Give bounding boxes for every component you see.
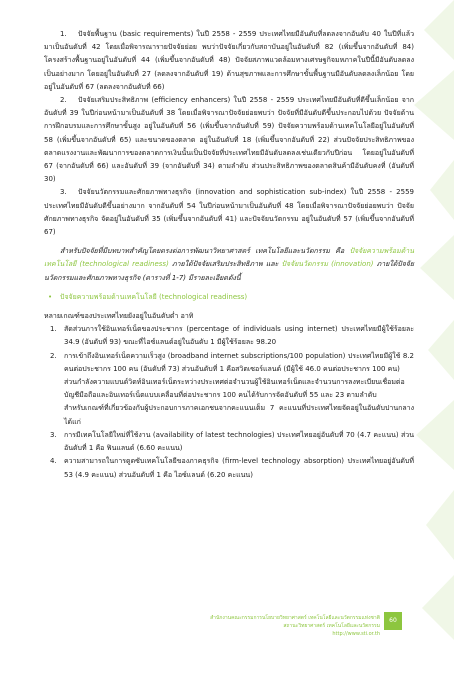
item-number: 3. [50, 430, 57, 439]
item-number: 4. [50, 457, 57, 466]
intro-highlight-tech: ปัจจัยความพร้อมด้านเทคโนโลยี (technological readiness) [44, 247, 414, 269]
intro-highlight-innovation: ปัจจัยนวัตกรรม (innovation) [281, 260, 374, 269]
pillar-text: ปัจจัยพื้นฐาน (basic requirements) ในปี 2558 - 2559 ประเทศไทยมีอันดับที่ลดลงจากอันดับ 40 ในปีที่แล้วมาเป็นอันดับที่ 42 โดยเมื่อพิจารณารายปัจจัยย่อย พบว่าปัจจัยเกี่ยวกับสถาบันอยู่ในอันดับที่ 82 (เพิ่มขึ้นจากอันดับที่ 84) โครงสร้างพื้นฐานอยู่ในอันดับที่ 44 (เพิ่มขึ้นจากอันดับที่ 48) ปัจจัยสภาพแวดล้อมทางเศรษฐกิจมหภาคในปีนี้มีอันดับลดลงเป็นอย่างมาก โดยอยู่ในอันดับที่ 27 (ลดลงจากอันดับที่ 19) ด้านสุขภาพและการศึกษาขั้นพื้นฐานมีอันดับลดลงเล็กน้อย โดยอยู่ในอันดับที่ 67 (ลดลงจากอันดับที่ 66) [44, 30, 414, 91]
page-number: 60 [384, 612, 402, 630]
footer-org: สำนักงานคณะกรรมการนโยบายวิทยาศาสตร์ เทคโนโลยีและนวัตกรรมแห่งชาติ [210, 615, 380, 621]
item-text: ส่วนกำลังความแบนด์วิดท์อินเทอร์เน็ตระหว่างประเทศต่อจำนวนผู้ใช้อินเทอร์เน็ตและจำนวนการลงทะเบียนเชื่อมต่อบัญชีมือถือและอินเทอร์เน็ตแบบเคลื่อนที่ต่อประชากร 100 คนได้รับการจัดอันดับที่ 55 และ 23 ตามลำดับ [64, 378, 405, 400]
bullet-icon: • [48, 292, 53, 301]
pillar-number: 3. [60, 188, 67, 197]
pillar-2 [44, 94, 414, 186]
list-item [44, 455, 414, 481]
item-text: สัดส่วนการใช้อินเทอร์เน็ตของประชากร (percentage of individuals using internet) ประเทศไทยมีผู้ใช้ร้อยละ 34.9 (อันดับที่ 93) ขณะที่ไอซ์แลนด์อยู่ในอันดับ 1 มีผู้ใช้ร้อยละ 98.20 [64, 325, 414, 347]
intro-text: ภายใต้ปัจจัยเสริมประสิทธิภาพ และ [168, 260, 282, 269]
intro-text: สำหรับปัจจัยที่มีบทบาทสำคัญโดยตรงต่อการพัฒนาวิทยาศาสตร์ เทคโนโลยีและนวัตกรรม คือ [60, 247, 350, 256]
section-heading-text: ปัจจัยความพร้อมด้านเทคโนโลยี (technological readiness) [60, 292, 248, 301]
intro-paragraph [44, 245, 414, 285]
document-body [44, 28, 414, 482]
item-text: การเข้าถึงอินเทอร์เน็ตความเร็วสูง (broadband internet subscriptions/100 population) ประเทศไทยมีผู้ใช้ 8.2 คนต่อประชากร 100 คน (อันดับที่ 73) ส่วนอันดับที่ 1 คือสวิตเซอร์แลนด์ (มีผู้ใช้ 46.0 คนต่อประชากร 100 คน) [64, 351, 414, 373]
list-item [44, 350, 414, 429]
pillar-number: 1. [60, 30, 67, 38]
pillar-number: 2. [60, 96, 67, 105]
item-number: 2. [50, 351, 57, 360]
footer-url: http://www.sti.or.th [332, 631, 380, 637]
pillar-text: ปัจจัยนวัตกรรมและศักยภาพทางธุรกิจ (innovation and sophistication sub-index) ในปี 2558 - 2559 ประเทศไทยมีอันดับดีขึ้นอย่างมาก จากอันดับที่ 54 ในปีก่อนหน้ามาเป็นอันดับที่ 48 โดยเมื่อพิจารณาปัจจัยย่อยพบว่า ปัจจัยศักยภาพทางธุรกิจ จัดอยู่ในอันดับที่ 35 (เพิ่มขึ้นจากอันดับที่ 41) และปัจจัยนวัตกรรม อยู่ในอันดับที่ 57 (เพิ่มขึ้นจากอันดับที่ 67) [44, 188, 414, 237]
footer-title: สถานะวิทยาศาสตร์ เทคโนโลยีและนวัตกรรม [283, 623, 380, 629]
page-footer [200, 614, 380, 638]
pillar-text: ปัจจัยเสริมประสิทธิภาพ (efficiency enhancers) ในปี 2558 - 2559 ประเทศไทยมีอันดับที่ดีขึ้นเล็กน้อย จากอันดับที่ 39 ในปีก่อนหน้ามาเป็นอันดับที่ 38 โดยเมื่อพิจารณาปัจจัยย่อยพบว่า ปัจจัยที่มีอันดับดีขึ้นประกอบไปด้วย ปัจจัยด้านการฝึกอบรมและการศึกษาขั้นสูง อยู่ในอันดับที่ 56 (เพิ่มขึ้นจากอันดับที่ 59) ปัจจัยความพร้อมด้านเทคโนโลยีอยู่ในอันดับที่ 58 (เพิ่มขึ้นจากอันดับที่ 65) และขนาดของตลาด อยู่ในอันดับที่ 18 (เพิ่มขึ้นจากอันดับที่ 22) ส่วนปัจจัยประสิทธิภาพของตลาดแรงงานและพัฒนาการของตลาดการเงินนั้นเป็นปัจจัยที่ประเทศไทยมีอันดับลดลงเช่นเดียวกับปีก่อน โดยอยู่ในอันดับที่ 67 (จากอันดับที่ 66) และอันดับที่ 39 (จากอันดับที่ 34) ตามลำดับ ส่วนประสิทธิภาพของตลาดสินค้ามีอันดับคงที่ (อันดับที่ 30) [44, 96, 414, 184]
section-heading [44, 291, 414, 304]
item-text: ความสามารถในการดูดซับเทคโนโลยีของภาคธุรกิจ (firm-level technology absorption) ประเทศไทยอยู่อันดับที่ 53 (4.9 คะแนน) ส่วนอันดับที่ 1 คือ ไอซ์แลนด์ (6.20 คะแนน) [64, 457, 414, 479]
indicator-list [44, 323, 414, 481]
item-text: สำหรับเกณฑ์ที่เกี่ยวข้องกับผู้ประกอบการภาคเอกชนจากคะแนนเต็ม 7 คะแนนที่ประเทศไทยจัดอยู่ในอันดับปานกลาง ได้แก่ [64, 404, 414, 426]
pillar-1 [44, 28, 414, 94]
decorative-triangles [414, 0, 454, 680]
section-lead: หลายเกณฑ์ของประเทศไทยยังอยู่ในอันดับต่ำ อาทิ [44, 312, 194, 321]
intro-text: ภายใต้ปัจจัยนวัตกรรมและศักยภาพทางธุรกิจ (ตารางที่ 1-7) มีรายละเอียดดังนี้ [44, 260, 415, 282]
list-item [44, 323, 414, 349]
item-number: 1. [50, 325, 57, 334]
pillar-3 [44, 186, 414, 239]
item-text: การมีเทคโนโลยีใหม่ที่ใช้งาน (availability of latest technologies) ประเทศไทยอยู่อันดับที่ 70 (4.7 คะแนน) ส่วนอันดับที่ 1 คือ ฟินแลนด์ (6.60 คะแนน) [64, 430, 414, 453]
list-item [44, 429, 414, 455]
